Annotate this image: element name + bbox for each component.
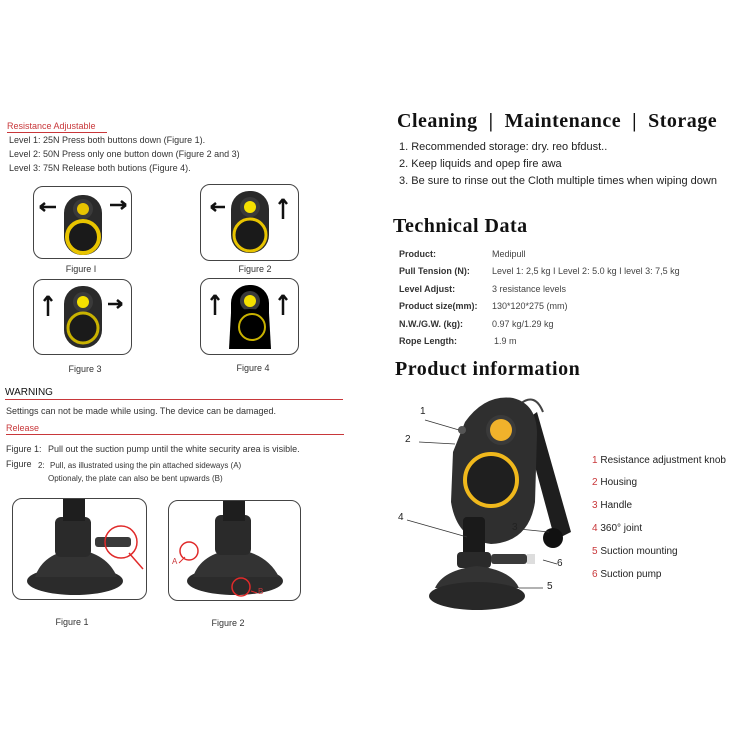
callout-5: 5 [547,581,553,592]
tech-label-product: Product: [399,249,436,259]
tech-label-rope-length: Rope Length: [399,336,457,346]
part-2: 2 Housing [592,477,638,488]
warning-underline [5,399,343,400]
figure-4-caption: Figure 4 [236,363,270,373]
figure-1-image [33,186,132,259]
cleaning-item-1: 1. Recommended storage: dry. reo bfdust.. [399,141,608,153]
level-2-text: Level 2: 50N Press only one button down (Figure 2 and 3) [9,149,240,159]
release-figure-2-caption: Figure 2 [211,618,245,628]
tech-value-rope-length: 1.9 m [494,336,517,346]
release-underline [6,434,344,435]
release-figure-1-caption: Figure 1 [55,617,89,627]
technical-heading: Technical Data [393,215,528,237]
release-figure-2-image [168,500,301,601]
letter-b-label: B [258,587,264,596]
release-title: Release [6,423,40,433]
release-figure-2-label: Figure [6,459,32,469]
part-6: 6 Suction pump [592,569,662,580]
figure-2-image [200,184,299,261]
level-1-text: Level 1: 25N Press both buttons down (Figure 1). [9,135,206,145]
figure-1-caption: Figure I [65,264,97,274]
cleaning-item-3: 3. Be sure to rinse out the Cloth multiple times when wiping down [399,175,717,187]
tech-value-product-size: 130*120*275 (mm) [492,301,568,311]
cleaning-item-2: 2. Keep liquids and opep fire awa [399,158,562,170]
figure-3-caption: Figure 3 [68,364,102,374]
tech-label-level-adjust: Level Adjust: [399,284,456,294]
callout-3: 3 [512,522,518,533]
release-figure-2-num: 2: [38,461,45,470]
part-4: 4 360° joint [592,523,643,534]
figure-3-image [33,279,132,355]
product-image [395,392,595,622]
warning-title: WARNING [5,387,53,398]
resistance-underline [7,132,107,133]
resistance-title: Resistance Adjustable [7,121,96,131]
part-1: 1 Resistance adjustment knob [592,455,726,466]
tech-label-product-size: Product size(mm): [399,301,478,311]
release-figure-1-image [12,498,147,600]
level-3-text: Level 3: 75N Release both butions (Figure 4). [9,163,191,173]
release-figure-2-text: Pull, as illustrated using the pin attached sideways (A) [50,461,242,470]
callout-6: 6 [557,558,563,569]
callout-4: 4 [398,512,404,523]
figure-2-caption: Figure 2 [238,264,272,274]
callout-2: 2 [405,434,411,445]
part-3: 3 Handle [592,500,633,511]
letter-a-label: A [172,557,178,566]
callout-1: 1 [420,406,426,417]
tech-label-weight: N.W./G.W. (kg): [399,319,463,329]
release-figure-2-text-2: Optionaly, the plate can also be bent upwards (B) [48,474,223,483]
tech-label-pull-tension: Pull Tension (N): [399,266,470,276]
release-figure-1-label: Figure 1: [6,444,42,454]
product-info-heading: Product information [395,358,581,380]
tech-value-weight: 0.97 kg/1.29 kg [492,319,554,329]
tech-value-pull-tension: Level 1: 2,5 kg I Level 2: 5.0 kg I level 3: 7,5 kg [492,266,680,276]
tech-value-product: Medipull [492,249,526,259]
warning-text: Settings can not be made while using. The device can be damaged. [6,406,277,416]
part-5: 5 Suction mounting [592,546,678,557]
tech-value-level-adjust: 3 resistance levels [492,284,567,294]
figure-4-image [200,278,299,355]
release-figure-1-text: Pull out the suction pump until the white security area is visible. [48,444,300,454]
cleaning-heading: Cleaning | Maintenance | Storage [397,110,718,132]
